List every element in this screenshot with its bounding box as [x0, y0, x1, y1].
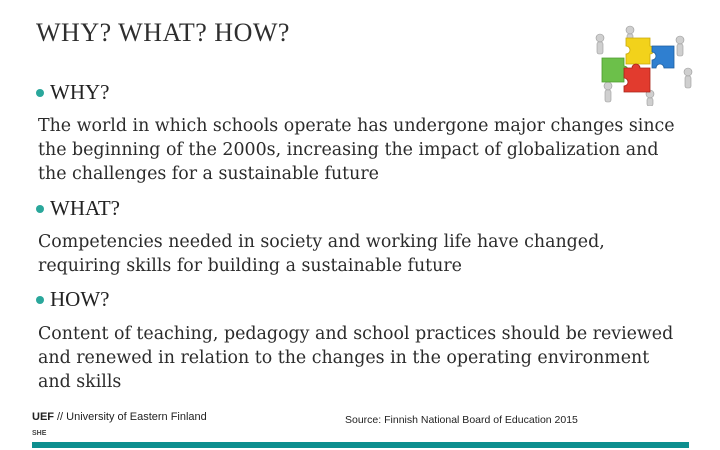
puzzle-people-icon: [588, 24, 696, 106]
slide-title: WHY? WHAT? HOW?: [36, 18, 290, 47]
text-line: Competencies needed in society and working life have changed,: [38, 232, 605, 252]
org-abbreviation: UEF: [32, 411, 54, 423]
text-line: Content of teaching, pedagogy and school practices should be reviewed: [38, 324, 674, 344]
text-line: and renewed in relation to the changes in the operating environment: [38, 348, 650, 368]
text-line: the challenges for a sustainable future: [38, 164, 379, 184]
text-line: the beginning of the 2000s, increasing the impact of globalization and: [38, 140, 659, 160]
paragraph-how: [38, 322, 688, 394]
small-logo: SHE: [32, 430, 47, 437]
footer-accent-bar: [32, 442, 689, 448]
bullet-dot-icon: [36, 89, 44, 97]
bullet-heading-why: [36, 80, 109, 105]
paragraph-why: [38, 114, 688, 186]
paragraph-what: [38, 230, 688, 278]
heading-what: WHAT?: [50, 196, 120, 220]
text-line: and skills: [38, 372, 122, 392]
org-name: // University of Eastern Finland: [57, 411, 207, 423]
bullet-dot-icon: [36, 205, 44, 213]
bullet-dot-icon: [36, 296, 44, 304]
bullet-heading-what: [36, 196, 120, 221]
footer-source: Source: Finnish National Board of Education 2015: [345, 414, 578, 426]
footer-organization: [32, 411, 207, 423]
text-line: The world in which schools operate has undergone major changes since: [38, 116, 675, 136]
bullet-heading-how: [36, 287, 109, 312]
text-line: requiring skills for building a sustainable future: [38, 256, 462, 276]
heading-how: HOW?: [50, 287, 110, 311]
heading-why: WHY?: [50, 80, 110, 104]
